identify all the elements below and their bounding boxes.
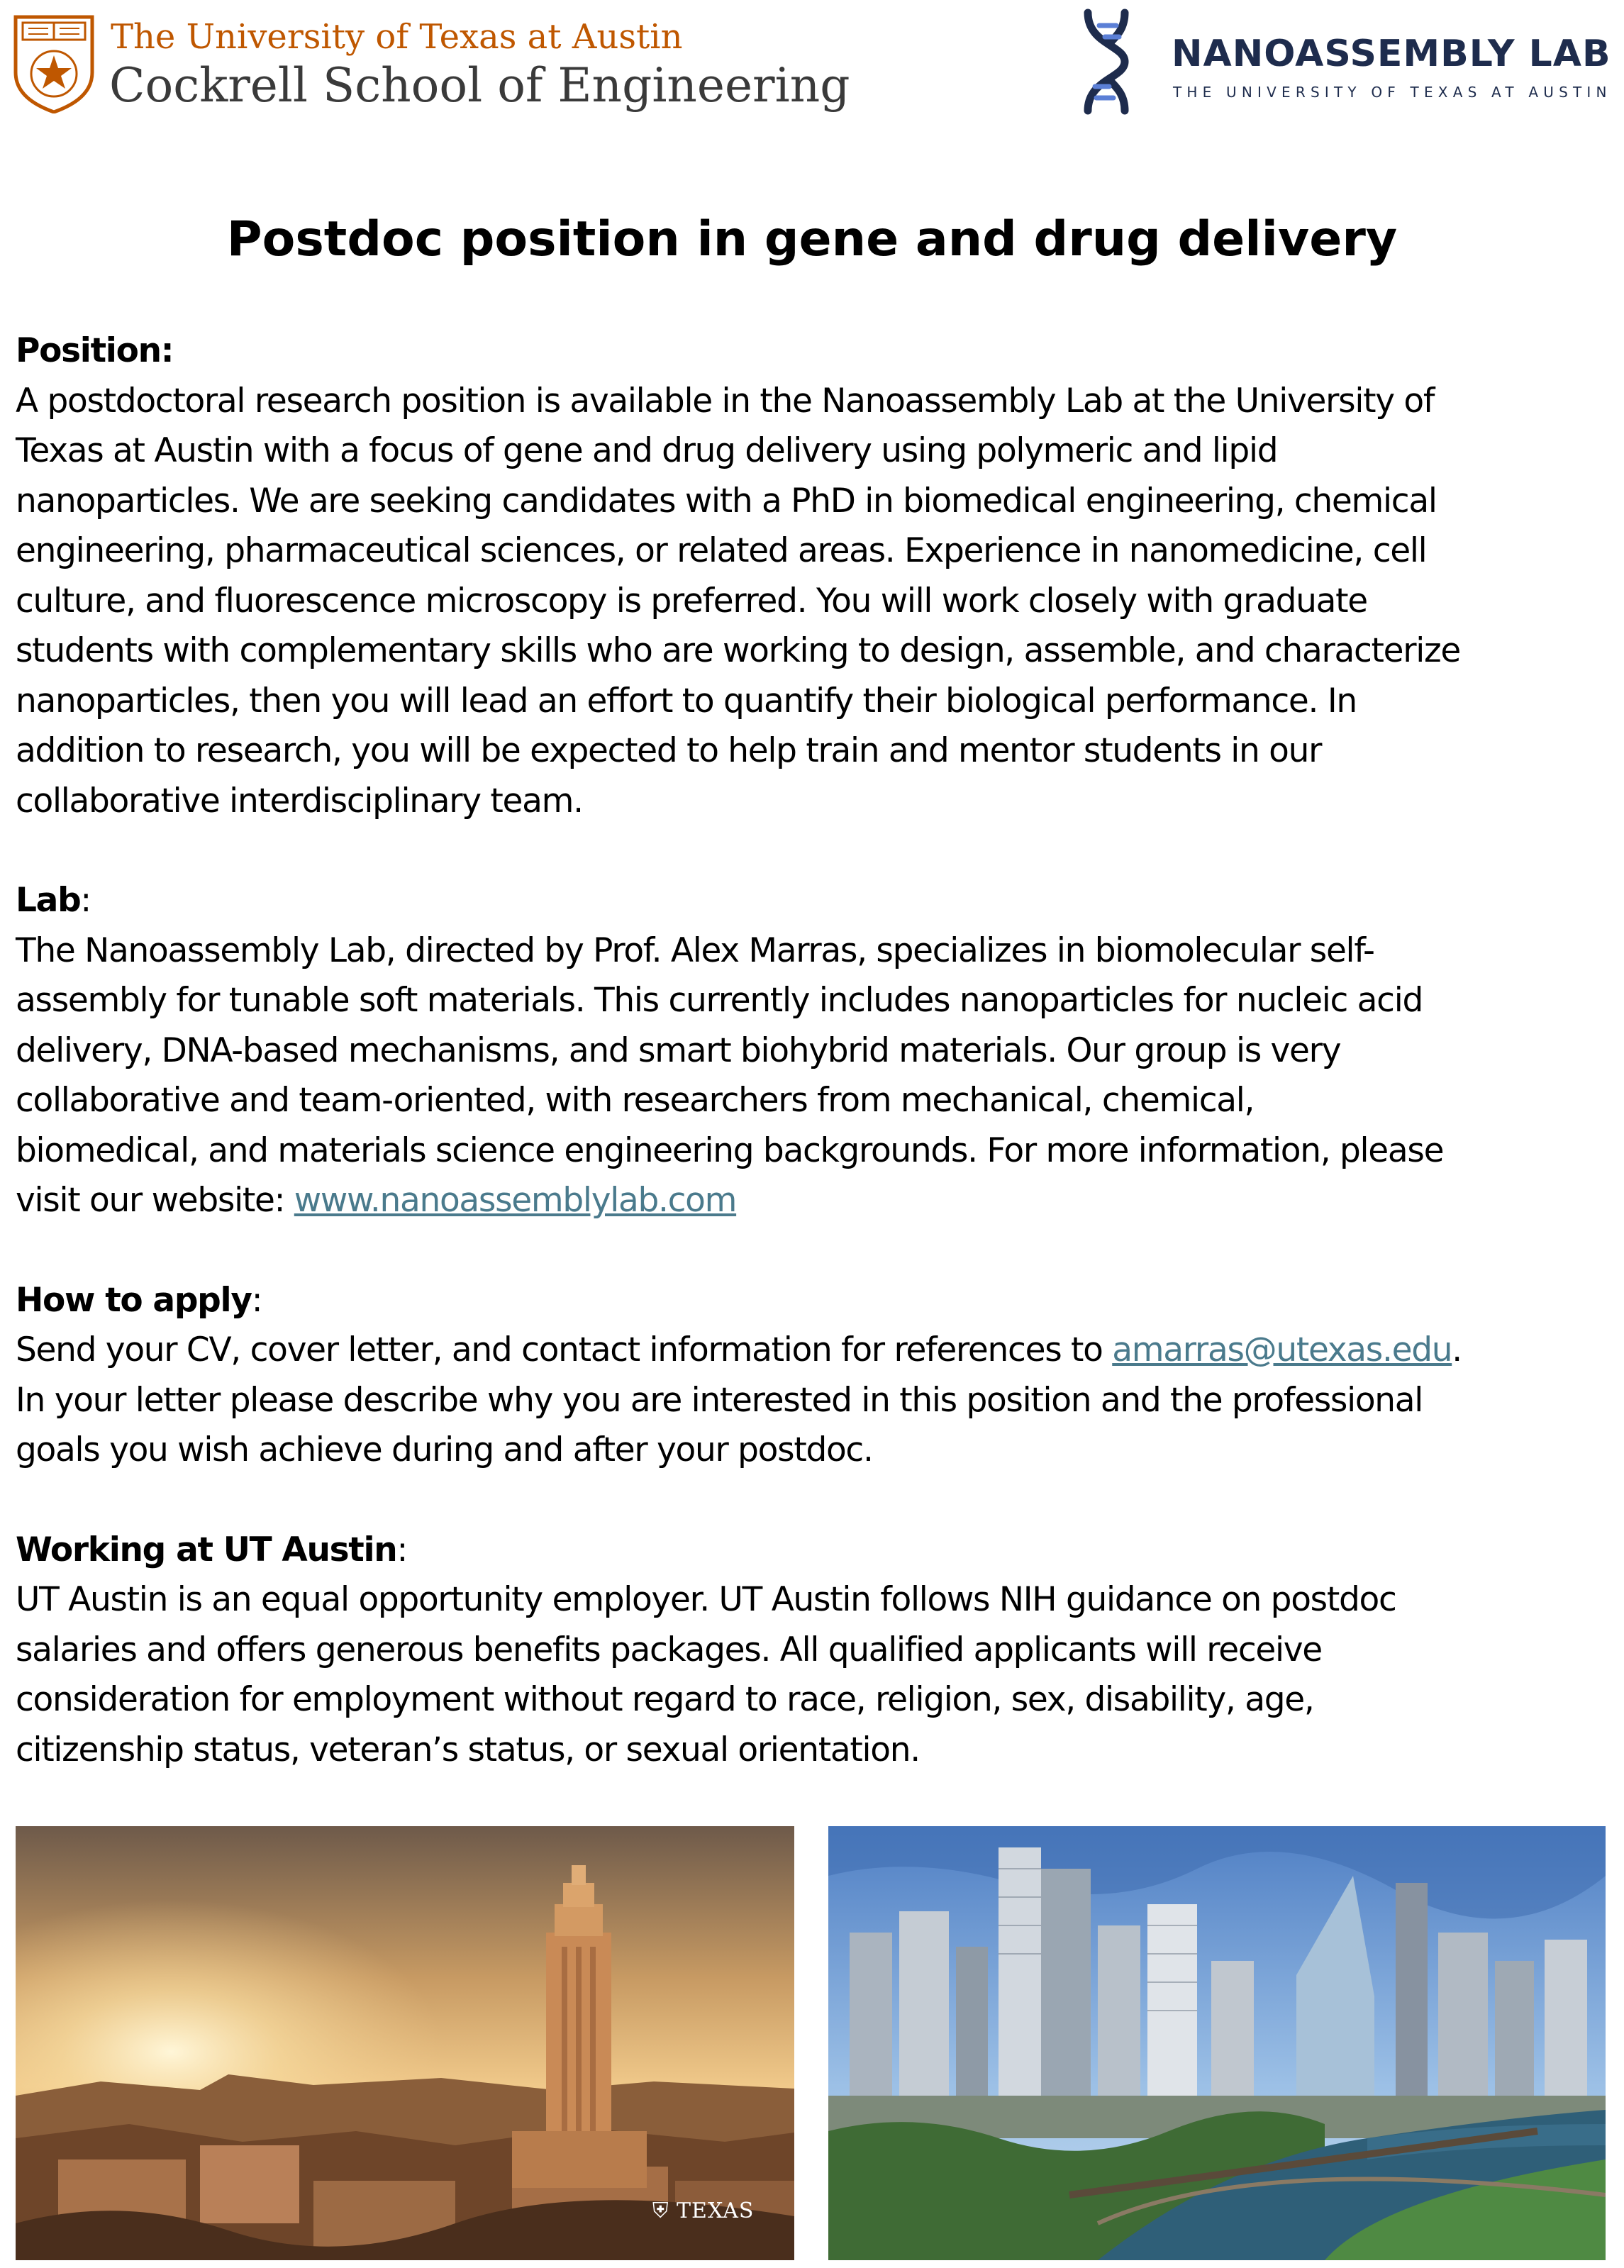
text-line: The Nanoassembly Lab, directed by Prof. Alex Marras, specializes in biomolecular self- [16,930,1374,970]
ut-logo-line1: The University of Texas at Austin [111,17,683,57]
heading-text: How to apply [16,1280,252,1320]
text-line: Send your CV, cover letter, and contact information for references to [16,1330,1113,1369]
text-line: visit our website: [16,1181,294,1220]
dna-helix-icon [1078,9,1135,115]
section-body [16,1575,1618,1775]
text-line: A postdoctoral research position is available in the Nanoassembly Lab at the University of [16,381,1435,421]
section-heading [16,326,1618,377]
austin-skyline-photo [828,1826,1606,2260]
heading-text: Position: [16,331,174,370]
text-line: nanoparticles. We are seeking candidates with a PhD in biomedical engineering, chemical [16,481,1437,521]
ut-logo-line2: Cockrell School of Engineering [109,58,850,113]
text-line: Texas at Austin with a focus of gene and drug delivery using polymeric and lipid [16,431,1278,470]
section-working [16,1525,1618,1776]
section-lab [16,876,1618,1226]
text-line: culture, and fluorescence microscopy is preferred. You will work closely with graduate [16,581,1367,621]
watermark-text: TEXAS [677,2198,755,2223]
text-line: goals you wish achieve during and after your postdoc. [16,1430,873,1469]
text-line: consideration for employment without regard to race, religion, sex, disability, age, [16,1680,1314,1719]
text-line: assembly for tunable soft materials. This currently includes nanoparticles for nucleic acid [16,981,1423,1020]
ut-cockrell-logo [13,14,850,113]
text-punctuation: . [1452,1330,1462,1369]
text-line: nanoparticles, then you will lead an effort to quantify their biological performance. In [16,681,1357,721]
page-title: Postdoc position in gene and drug delivery [226,211,1398,267]
text-line: addition to research, you will be expected to help train and mentor students in our [16,731,1322,770]
text-line: collaborative interdisciplinary team. [16,781,583,821]
ut-campus-tower-photo [16,1826,794,2260]
ut-shield-icon [13,14,95,113]
email-link[interactable]: amarras@utexas.edu [1112,1330,1452,1369]
lab-logo-subtitle: THE UNIVERSITY OF TEXAS AT AUSTIN [1173,84,1612,101]
heading-colon: : [396,1530,407,1569]
text-line: UT Austin is an equal opportunity employer. UT Austin follows NIH guidance on postdoc [16,1580,1396,1619]
document-body [16,326,1618,1825]
lab-logo-name: NANOASSEMBLY LAB [1172,33,1611,75]
section-heading [16,1525,1618,1576]
text-line: engineering, pharmaceutical sciences, or related areas. Experience in nanomedicine, cell [16,531,1427,570]
section-heading [16,876,1618,926]
text-line: citizenship status, veteran’s status, or sexual orientation. [16,1730,920,1769]
text-line: students with complementary skills who are working to design, assemble, and characterize [16,631,1461,670]
heading-colon: : [251,1280,262,1320]
heading-colon: : [80,881,91,920]
section-position [16,326,1618,826]
section-heading [16,1276,1618,1326]
texas-watermark: ⛨ TEXAS [652,2198,755,2223]
text-line: In your letter please describe why you are interested in this position and the professional [16,1380,1423,1420]
text-line: salaries and offers generous benefits packages. All qualified applicants will receive [16,1630,1322,1669]
heading-text: Working at UT Austin [16,1530,397,1569]
section-body [16,377,1618,827]
heading-text: Lab [16,881,81,920]
text-line: biomedical, and materials science engineering backgrounds. For more information, please [16,1130,1444,1170]
text-line: delivery, DNA-based mechanisms, and smart biohybrid materials. Our group is very [16,1030,1341,1070]
text-line: collaborative and team-oriented, with researchers from mechanical, chemical, [16,1081,1255,1120]
header [0,0,1624,124]
website-link[interactable]: www.nanoassemblylab.com [294,1181,737,1220]
section-body [16,926,1618,1226]
section-apply [16,1276,1618,1476]
section-body [16,1325,1618,1476]
nanoassembly-lab-logo [1078,9,1617,115]
